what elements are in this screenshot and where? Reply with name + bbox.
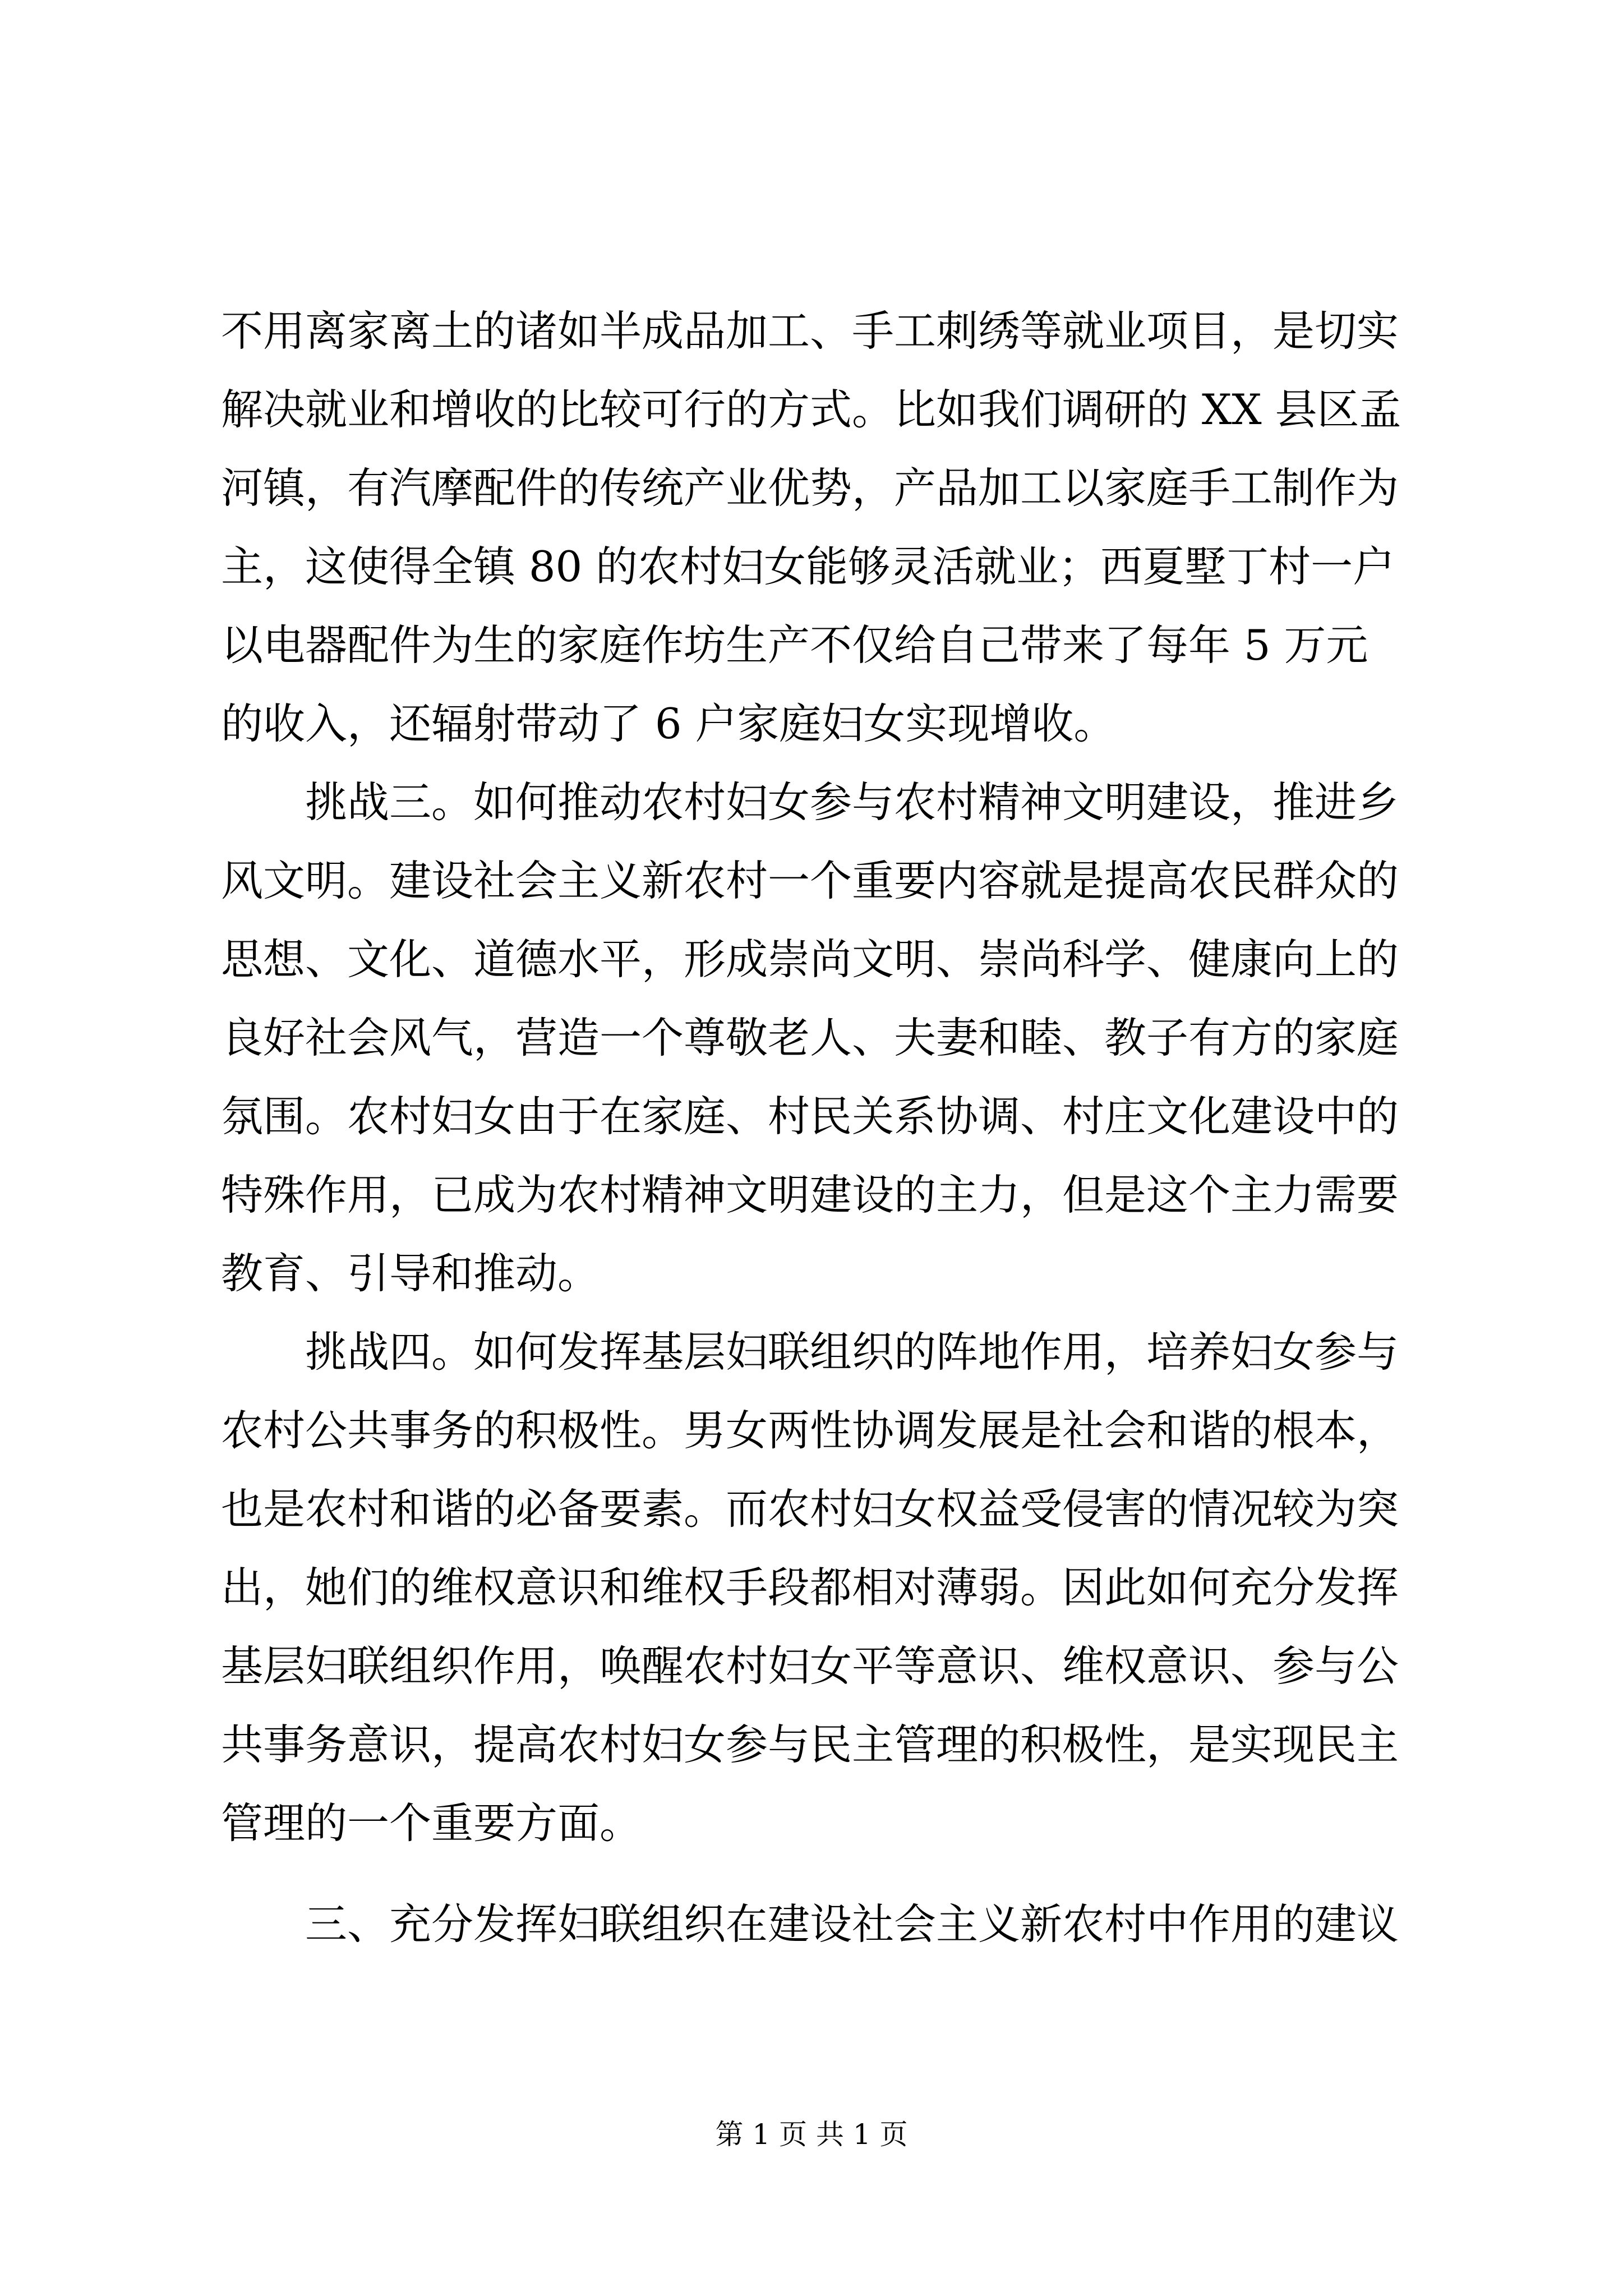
challenge-four-heading-line: 挑战四。如何发挥基层妇联组织的阵地作用，培养妇女参与 (305, 1327, 1399, 1377)
section-three-heading: 三、充分发挥妇联组织在建设社会主义新农村中作用的建议 (305, 1899, 1399, 1949)
body-line-19: 共事务意识，提高农村妇女参与民主管理的积极性，是实现民主 (221, 1720, 1399, 1769)
body-line-12: 特殊作用，已成为农村精神文明建设的主力，但是这个主力需要 (221, 1170, 1399, 1220)
body-line-4: 主，这使得全镇 80 的农村妇女能够灵活就业；西夏墅丁村一户 (221, 542, 1395, 591)
body-line-3: 河镇，有汽摩配件的传统产业优势，产品加工以家庭手工制作为 (221, 463, 1399, 513)
body-line-9: 思想、文化、道德水平，形成崇尚文明、崇尚科学、健康向上的 (221, 935, 1399, 984)
body-line-16: 也是农村和谐的必备要素。而农村妇女权益受侵害的情况较为突 (221, 1484, 1399, 1534)
body-line-20: 管理的一个重要方面。 (221, 1798, 642, 1848)
body-line-11: 氛围。农村妇女由于在家庭、村民关系协调、村庄文化建设中的 (221, 1092, 1399, 1141)
body-line-10: 良好社会风气，营造一个尊敬老人、夫妻和睦、教子有方的家庭 (221, 1013, 1399, 1062)
body-line-13: 教育、引导和推动。 (221, 1249, 600, 1298)
body-line-6: 的收入，还辐射带动了 6 户家庭妇女实现增收。 (221, 699, 1116, 748)
body-line-5: 以电器配件为生的家庭作坊生产不仅给自己带来了每年 5 万元 (221, 620, 1368, 670)
body-line-1: 不用离家离土的诸如半成品加工、手工刺绣等就业项目，是切实 (221, 306, 1399, 356)
page-footer: 第 1 页 共 1 页 (715, 2118, 908, 2151)
body-line-18: 基层妇联组织作用，唤醒农村妇女平等意识、维权意识、参与公 (221, 1641, 1399, 1691)
body-line-8: 风文明。建设社会主义新农村一个重要内容就是提高农民群众的 (221, 856, 1399, 905)
body-line-2: 解决就业和增收的比较可行的方式。比如我们调研的 XX 县区孟 (221, 385, 1401, 434)
challenge-three-heading-line: 挑战三。如何推动农村妇女参与农村精神文明建设，推进乡 (305, 777, 1399, 827)
body-line-17: 出，她们的维权意识和维权手段都相对薄弱。因此如何充分发挥 (221, 1563, 1399, 1612)
body-line-15: 农村公共事务的积极性。男女两性协调发展是社会和谐的根本， (221, 1406, 1399, 1455)
